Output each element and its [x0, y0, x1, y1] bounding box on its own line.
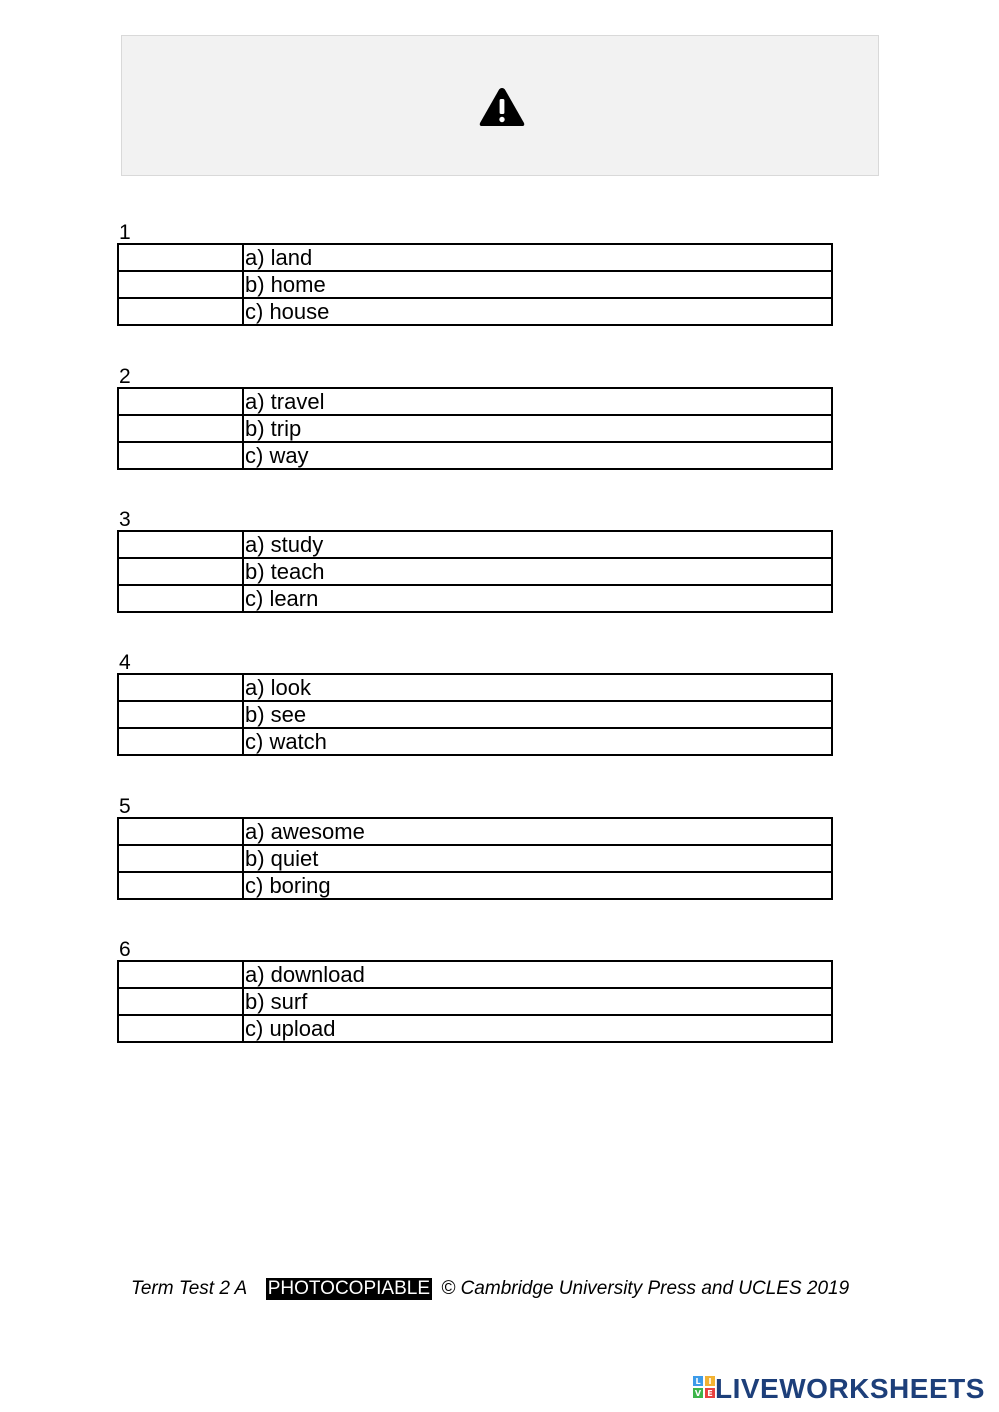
- option-label: b) surf: [243, 988, 832, 1015]
- option-row: [118, 298, 832, 325]
- svg-text:E: E: [707, 1388, 713, 1398]
- answer-drop-cell[interactable]: [118, 531, 243, 558]
- option-label: b) teach: [243, 558, 832, 585]
- option-row: [118, 845, 832, 872]
- answer-drop-cell[interactable]: [118, 701, 243, 728]
- question-3: [117, 509, 833, 613]
- option-row: [118, 244, 832, 271]
- option-row: [118, 674, 832, 701]
- liveworksheets-logo-icon: [693, 1376, 715, 1403]
- options-table: [117, 387, 833, 470]
- options-table: [117, 243, 833, 326]
- option-label: c) learn: [243, 585, 832, 612]
- brand-name: LIVEWORKSHEETS: [715, 1373, 985, 1404]
- question-number: 4: [119, 651, 131, 674]
- options-table: [117, 673, 833, 756]
- option-row: [118, 728, 832, 755]
- option-row: [118, 388, 832, 415]
- question-6: [117, 939, 833, 1043]
- warning-icon: [478, 86, 526, 128]
- option-label: a) download: [243, 961, 832, 988]
- svg-text:L: L: [695, 1376, 701, 1386]
- option-label: b) see: [243, 701, 832, 728]
- footer-copyright: © Cambridge University Press and UCLES 2019: [441, 1278, 850, 1299]
- answer-drop-cell[interactable]: [118, 988, 243, 1015]
- question-4: [117, 652, 833, 756]
- answer-drop-cell[interactable]: [118, 244, 243, 271]
- footer-test-name: Term Test 2 A: [131, 1278, 247, 1299]
- option-row: [118, 988, 832, 1015]
- option-row: [118, 1015, 832, 1042]
- option-row: [118, 701, 832, 728]
- option-row: [118, 585, 832, 612]
- question-number: 3: [119, 508, 131, 531]
- answer-drop-cell[interactable]: [118, 585, 243, 612]
- question-5: [117, 796, 833, 900]
- answer-drop-cell[interactable]: [118, 442, 243, 469]
- answer-drop-cell[interactable]: [118, 558, 243, 585]
- question-2: [117, 366, 833, 470]
- option-label: c) house: [243, 298, 832, 325]
- option-label: b) home: [243, 271, 832, 298]
- svg-text:V: V: [694, 1388, 702, 1398]
- answer-drop-cell[interactable]: [118, 845, 243, 872]
- brand[interactable]: [693, 1373, 985, 1403]
- option-row: [118, 531, 832, 558]
- option-row: [118, 271, 832, 298]
- option-label: b) trip: [243, 415, 832, 442]
- option-label: c) watch: [243, 728, 832, 755]
- question-number: 1: [119, 221, 131, 244]
- answer-drop-cell[interactable]: [118, 674, 243, 701]
- option-label: a) travel: [243, 388, 832, 415]
- option-label: a) study: [243, 531, 832, 558]
- answer-drop-cell[interactable]: [118, 271, 243, 298]
- answer-drop-cell[interactable]: [118, 728, 243, 755]
- option-row: [118, 872, 832, 899]
- option-label: c) boring: [243, 872, 832, 899]
- media-placeholder: [121, 35, 879, 176]
- svg-text:I: I: [708, 1376, 712, 1386]
- photocopiable-badge: PHOTOCOPIABLE: [267, 1278, 431, 1299]
- answer-drop-cell[interactable]: [118, 818, 243, 845]
- option-row: [118, 818, 832, 845]
- options-table: [117, 960, 833, 1043]
- answer-drop-cell[interactable]: [118, 1015, 243, 1042]
- option-row: [118, 558, 832, 585]
- footer: [131, 1278, 849, 1300]
- question-number: 2: [119, 365, 131, 388]
- option-row: [118, 415, 832, 442]
- question-number: 6: [119, 938, 131, 961]
- option-label: b) quiet: [243, 845, 832, 872]
- question-number: 5: [119, 795, 131, 818]
- option-row: [118, 961, 832, 988]
- options-table: [117, 530, 833, 613]
- question-1: [117, 222, 833, 326]
- option-label: a) awesome: [243, 818, 832, 845]
- answer-drop-cell[interactable]: [118, 298, 243, 325]
- option-label: a) look: [243, 674, 832, 701]
- option-row: [118, 442, 832, 469]
- option-label: a) land: [243, 244, 832, 271]
- answer-drop-cell[interactable]: [118, 415, 243, 442]
- answer-drop-cell[interactable]: [118, 872, 243, 899]
- option-label: c) upload: [243, 1015, 832, 1042]
- option-label: c) way: [243, 442, 832, 469]
- answer-drop-cell[interactable]: [118, 388, 243, 415]
- options-table: [117, 817, 833, 900]
- answer-drop-cell[interactable]: [118, 961, 243, 988]
